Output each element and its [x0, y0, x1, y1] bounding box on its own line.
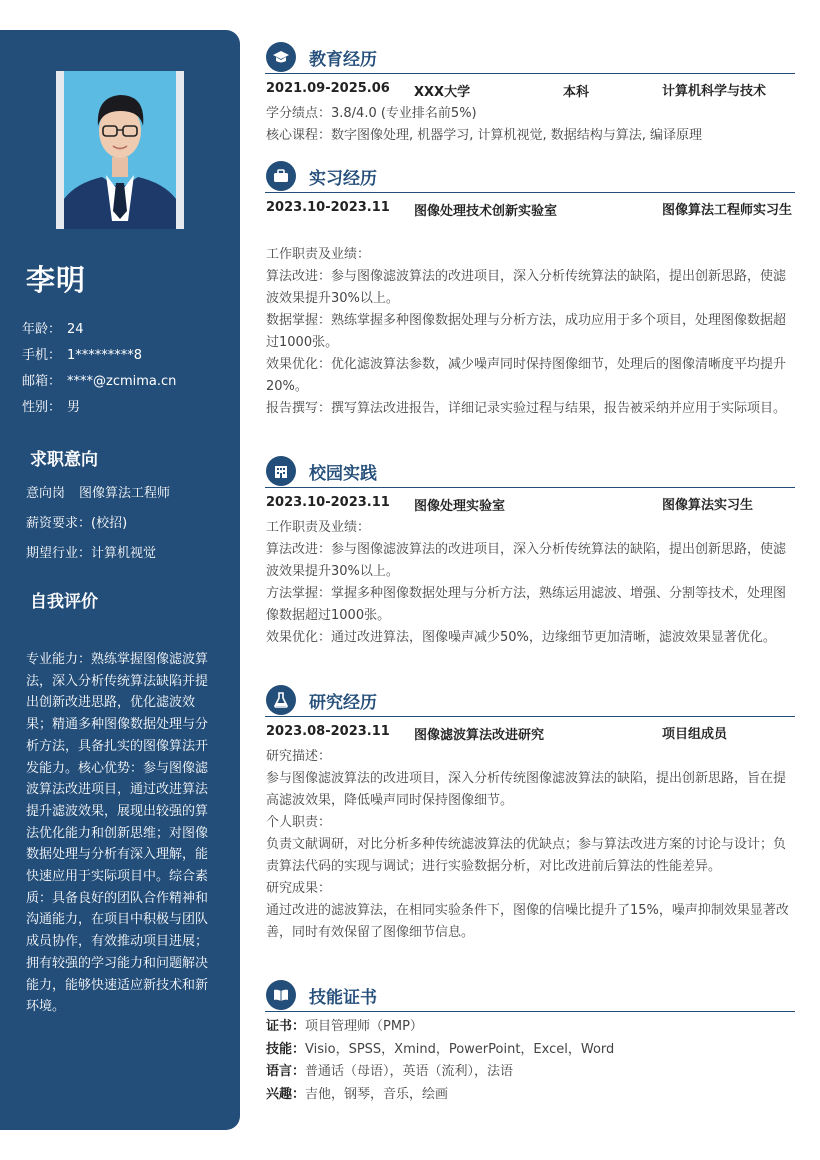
internship-line: 报告撰写：撰写算法改进报告，详细记录实验过程与结果，报告被采纳并应用于实际项目。	[266, 401, 787, 416]
section-title: 校园实践	[309, 464, 377, 484]
research-line: 负责文献调研，对比分析多种传统滤波算法的优缺点；参与算法改进方案的讨论与设计；负责算法代码的实现与调试；进行实验数据分析，对比改进前后算法的性能差异。	[266, 837, 787, 874]
internship-section	[265, 161, 795, 420]
campus-line: 效果优化：通过改进算法，图像噪声减少50%，边缘细节更加清晰，滤波效果显著优化。	[266, 630, 776, 645]
info-row-age	[22, 320, 176, 346]
education-major: 计算机科学与技术	[662, 84, 767, 99]
research-section	[265, 685, 795, 944]
graduation-cap-icon	[266, 42, 296, 72]
skill-value: 吉他，钢琴，音乐，绘画	[305, 1086, 449, 1102]
skill-label: 兴趣：	[266, 1086, 306, 1102]
intent-value: 计算机视觉	[91, 546, 157, 561]
skill-row-interest	[265, 1084, 795, 1107]
campus-entry-header	[265, 495, 795, 517]
self-eval-text: 专业能力：熟练掌握图像滤波算法，深入分析传统算法缺陷并提出创新改进思路，优化滤波效果；精通多种图像数据处理与分析方法，具备扎实的图像算法开发能力。核心优势：参与图像滤波算法改进项目，通过改进算法提升滤波效果，展现出较强的算法优化能力和创新思维；对图像数据处理与分析有深入理解，能快速应用于实际项目中。综合素质：具备良好的团队合作精神和沟通能力，在项目中积极与团队成员协作，有效推动项目进展；拥有较强的学习能力和问题解决能力，能够快速适应新技术和新环境。	[26, 652, 209, 1015]
skill-row-language	[265, 1061, 795, 1084]
skill-label: 证书：	[266, 1019, 306, 1034]
skill-value: Visio，SPSS，Xmind，PowerPoint，Excel，Word	[305, 1041, 615, 1057]
skill-label: 技能：	[266, 1041, 306, 1057]
info-label: 年龄：	[22, 322, 62, 337]
intent-value: 图像算法工程师	[79, 486, 171, 501]
sidebar	[0, 30, 240, 1130]
section-title: 技能证书	[309, 988, 377, 1008]
portrait-illustration	[56, 71, 184, 229]
info-value: 1*********8	[67, 348, 143, 363]
section-title: 研究经历	[309, 693, 377, 713]
campus-line: 方法掌握：掌握多种图像数据处理与分析方法，熟练运用滤波、增强、分割等技术，处理图像数据超过1000张。	[266, 586, 787, 623]
section-header	[265, 456, 795, 488]
research-line: 通过改进的滤波算法，在相同实验条件下，图像的信噪比提升了15%，噪声抑制效果显著改善，同时有效保留了图像细节信息。	[266, 903, 789, 940]
skill-value: 普通话（母语），英语（流利），法语	[305, 1064, 514, 1079]
info-label: 性别：	[22, 400, 62, 415]
job-intent	[26, 483, 170, 573]
research-role: 项目组成员	[662, 727, 728, 742]
info-row-gender	[22, 398, 176, 424]
section-header	[265, 980, 795, 1012]
skill-value: 项目管理师（PMP）	[305, 1019, 423, 1034]
research-line: 研究成果：	[266, 881, 332, 896]
section-title: 教育经历	[309, 50, 377, 70]
education-period: 2021.09-2025.06	[266, 81, 390, 96]
intent-label: 意向岗	[26, 486, 66, 501]
section-header	[265, 685, 795, 717]
info-label: 邮箱：	[22, 374, 62, 389]
intent-label: 期望行业：	[26, 546, 92, 561]
book-icon	[266, 980, 296, 1010]
research-line: 研究描述：	[266, 749, 332, 764]
intent-label: 薪资要求：	[26, 516, 92, 531]
education-courses: 核心课程：数字图像处理, 机器学习, 计算机视觉, 数据结构与算法, 编译原理	[266, 128, 703, 143]
internship-org: 图像处理技术创新实验室	[414, 204, 558, 219]
section-header	[265, 42, 795, 74]
flask-icon	[266, 685, 296, 715]
section-header	[265, 161, 795, 193]
campus-line: 算法改进：参与图像滤波算法的改进项目，深入分析传统算法的缺陷，提出创新思路，使滤波效果提升30%以上。	[266, 542, 787, 579]
info-value: 24	[67, 322, 84, 337]
info-row-email	[22, 372, 176, 398]
info-value: 男	[67, 400, 81, 415]
internship-line: 工作职责及业绩：	[266, 247, 371, 262]
section-title: 实习经历	[309, 169, 377, 189]
campus-line: 工作职责及业绩：	[266, 520, 371, 535]
internship-line: 数据掌握：熟练掌握多种图像数据处理与分析方法，成功应用于多个项目，处理图像数据超过1000张。	[266, 313, 787, 350]
internship-period: 2023.10-2023.11	[266, 200, 390, 215]
campus-section	[265, 456, 795, 649]
skill-label: 语言：	[266, 1064, 306, 1079]
intent-value: (校招)	[91, 516, 128, 531]
candidate-name: 李明	[26, 263, 87, 297]
education-gpa: 学分绩点：3.8/4.0 (专业排名前5%)	[266, 106, 477, 121]
education-section	[265, 42, 795, 147]
self-eval-heading: 自我评价	[30, 592, 98, 612]
info-label: 手机：	[22, 348, 62, 363]
education-degree: 本科	[563, 85, 590, 100]
research-line: 参与图像滤波算法的改进项目，深入分析传统图像滤波算法的缺陷，提出创新思路，旨在提高滤波效果，降低噪声同时保持图像细节。	[266, 771, 787, 808]
skills-list	[265, 1016, 795, 1106]
intent-row-salary	[26, 513, 170, 543]
skill-row-skills	[265, 1039, 795, 1062]
campus-role: 图像算法实习生	[662, 498, 754, 513]
personal-info	[22, 320, 176, 424]
campus-period: 2023.10-2023.11	[266, 495, 390, 510]
education-entry-header	[265, 81, 795, 103]
info-value: ****@zcmima.cn	[67, 374, 177, 389]
briefcase-icon	[266, 161, 296, 191]
education-school: XXX大学	[414, 85, 471, 100]
skill-row-certificate	[265, 1016, 795, 1039]
intent-row-industry	[26, 543, 170, 573]
internship-entry-header	[265, 200, 795, 244]
research-period: 2023.08-2023.11	[266, 724, 390, 739]
research-project: 图像滤波算法改进研究	[414, 728, 545, 743]
skills-section	[265, 980, 795, 1106]
internship-role: 图像算法工程师实习生	[662, 203, 793, 218]
research-line: 个人职责：	[266, 815, 332, 830]
info-row-phone	[22, 346, 176, 372]
intent-heading: 求职意向	[30, 450, 98, 470]
research-entry-header	[265, 724, 795, 746]
internship-line: 算法改进：参与图像滤波算法的改进项目，深入分析传统算法的缺陷，提出创新思路，使滤波效果提升30%以上。	[266, 269, 787, 306]
building-icon	[266, 456, 296, 486]
intent-row-position	[26, 483, 170, 513]
internship-line: 效果优化：优化滤波算法参数，减少噪声同时保持图像细节，处理后的图像清晰度平均提升20%。	[266, 357, 787, 394]
campus-org: 图像处理实验室	[414, 499, 506, 514]
profile-photo	[56, 71, 184, 229]
